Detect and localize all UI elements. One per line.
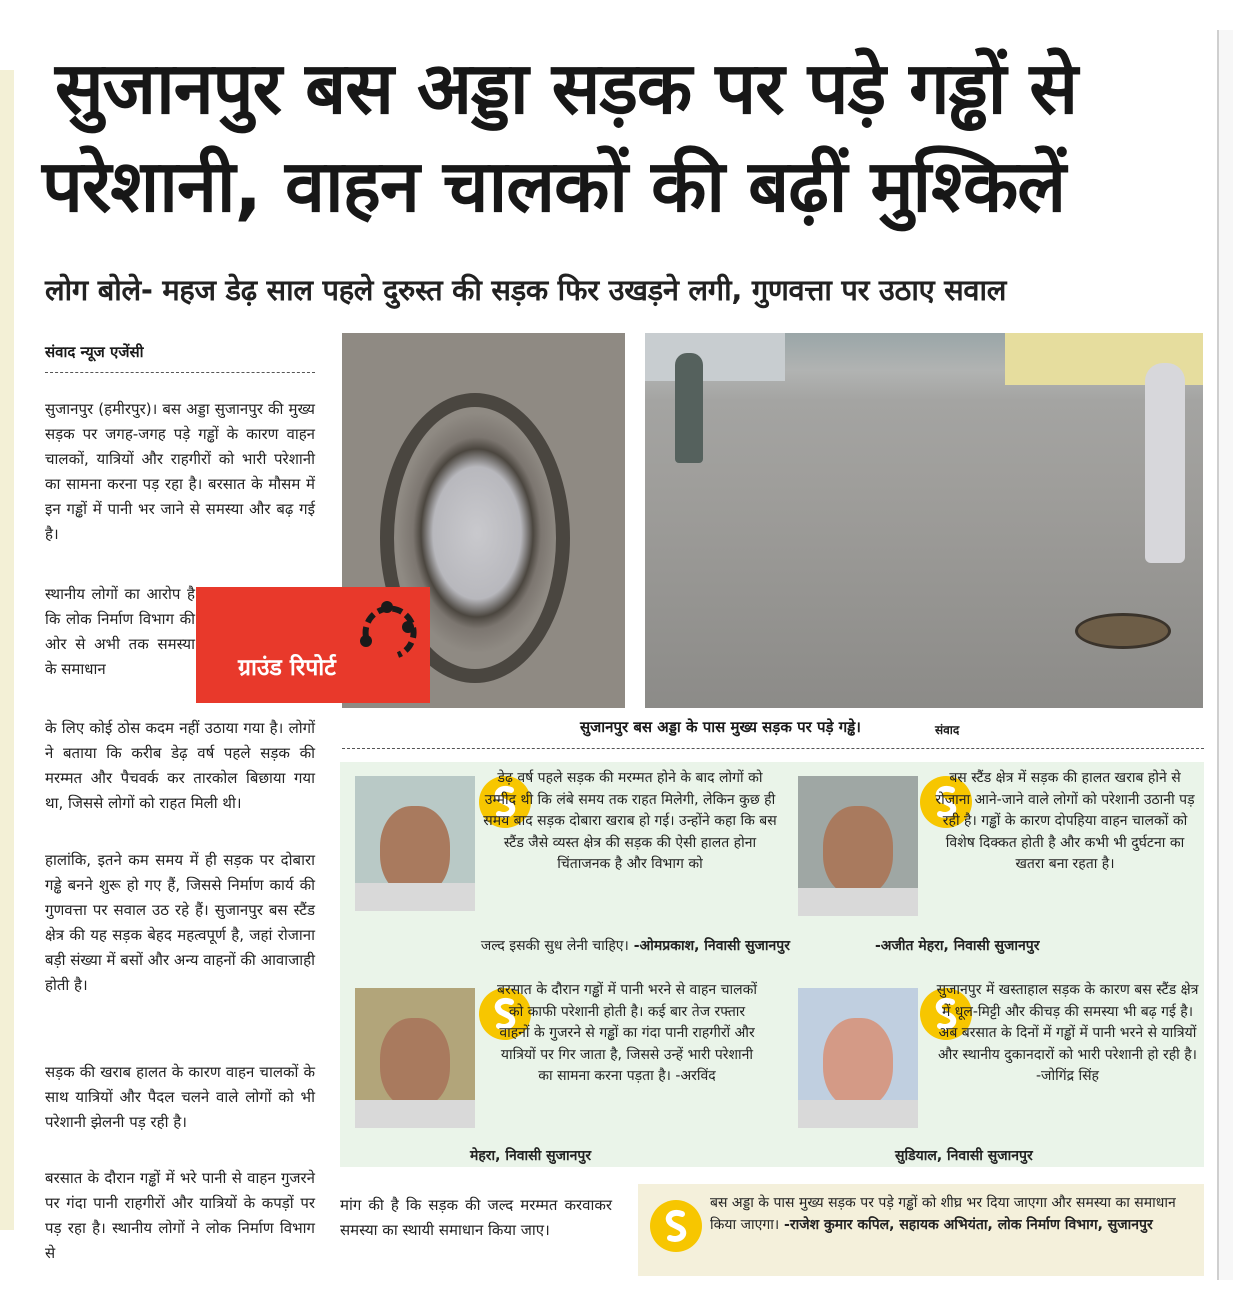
photo-caption: सुजानपुर बस अड्डा के पास मुख्य सड़क पर पड़े गड्ढे। [580,718,861,736]
caption-divider [342,748,1204,749]
byline: संवाद न्यूज एजेंसी [45,343,144,361]
headline-line-1: सुजानपुर बस अड्डा सड़क पर पड़े गड्ढों से [55,46,1078,130]
page-edge-left [0,70,14,1230]
article-continuation: मांग की है कि सड़क की जल्द मरम्मत करवाकर समस्या का स्थायी समाधान किया जाए। [340,1196,612,1239]
photo-credit: संवाद [935,723,960,737]
article-paragraph-1: सुजानपुर (हमीरपुर)। बस अड्डा सुजानपुर की मुख्य सड़क पर जगह-जगह पड़े गड्ढों के कारण वाहन चालकों, यात्रियों और राहगीरों को भारी परेशानी का सामना करना पड़ रहा है। बरसात के मौसम में इन गड्ढों में पानी भर जाने से समस्या और बढ़ गई है। [45,400,315,543]
portrait-ajeet-mehra [798,776,918,916]
quote-omprakash: डेढ़ वर्ष पहले सड़क की मरम्मत होने के बाद लोगों को उम्मीद थी कि लंबे समय तक राहत मिलेगी, लेकिन कुछ ही समय बाद सड़क दोबारा खराब हो गई। उन्होंने कहा कि बस स्टैंड जैसे व्यस्त क्षेत्र की सड़क की ऐसी हालत होना चिंताजनक है और विभाग को [483,770,777,872]
article-paragraph-5: बरसात के दौरान गड्ढों में भरे पानी से वाहन गुजरने पर गंदा पानी राहगीरों और यात्रियों के कपड़ों पर पड़ रहा है। स्थानीय लोगों ने लोक निर्माण विभाग से [45,1169,315,1262]
article-paragraph-2-end: के लिए कोई ठोस कदम नहीं उठाया गया है। लोगों ने बताया कि करीब डेढ़ वर्ष पहले सड़क की मरम्मत और पैचवर्क कर तारकोल बिछाया गया था, जिससे लोगों को राहत मिली थी। [45,719,315,812]
quote-joginder-singh: सुजानपुर में खस्ताहाल सड़क के कारण बस स्टैंड क्षेत्र में धूल-मिट्टी और कीचड़ की समस्या भी बढ़ गई है। अब बरसात के दिनों में गड्ढों में पानी भरने से यात्रियों और स्थानीय दुकानदारों को भारी परेशानी हो रही है। -जोगिंद्र सिंह [936,982,1199,1084]
s-quote-icon [650,1200,702,1252]
quote-omprakash-name: -ओमप्रकाश, निवासी सुजानपुर [628,938,790,954]
portrait-omprakash [355,776,475,911]
quote-ajeet-mehra-name: -अजीत मेहरा, निवासी सुजानपुर [875,938,1040,954]
article-paragraph-3: हालांकि, इतने कम समय में ही सड़क पर दोबारा गड्ढे बनने शुरू हो गए हैं, जिससे निर्माण कार्य की गुणवत्ता पर सवाल उठ रहे हैं। सुजानपुर बस स्टैंड क्षेत्र की यह सड़क बेहद महत्वपूर्ण है, जहां रोजाना बड़ी संख्या में बसों और अन्य वाहनों की आवाजाही होती है। [45,851,315,994]
portrait-joginder-singh [798,988,918,1128]
quote-omprakash-ending [345,936,790,958]
quote-omprakash-tail: जल्द इसकी सुध लेनी चाहिए। [480,938,629,954]
official-quote-text: बस अड्डा के पास मुख्य सड़क पर पड़े गड्ढों को शीघ्र भर दिया जाएगा और समस्या का समाधान किया जाएगा। [710,1195,1176,1233]
bus-stand-road-photo [645,333,1203,708]
ground-report-icon [354,597,420,663]
article-paragraph-4: सड़क की खराब हालत के कारण वाहन चालकों के साथ यात्रियों और पैदल चलने वाले लोगों को भी परेशानी झेलनी पड़ रही है। [45,1063,315,1131]
official-quote [710,1192,1200,1236]
byline-divider [45,372,315,373]
official-quote-name: -राजेश कुमार कपिल, सहायक अभियंता, लोक निर्माण विभाग, सुजानपुर [779,1217,1153,1233]
quote-joginder-singh-name: सुडियाल, निवासी सुजानपुर [895,1148,1033,1164]
headline-line-2: परेशानी, वाहन चालकों की बढ़ीं मुश्किलें [42,144,1066,228]
subheadline: लोग बोले- महज डेढ़ साल पहले दुरुस्त की सड़क फिर उखड़ने लगी, गुणवत्ता पर उठाए सवाल [45,273,1007,307]
ground-report-label: ग्राउंड रिपोर्ट [238,655,336,681]
quote-ajeet-mehra: बस स्टैंड क्षेत्र में सड़क की हालत खराब होने से रोजाना आने-जाने वाले लोगों को परेशानी उठानी पड़ रही है। गड्ढों के कारण दोपहिया वाहन चालकों को विशेष दिक्कत होती है और कभी भी दुर्घटना का खतरा बना रहता है। [935,770,1195,872]
quote-arvind-mehra: बरसात के दौरान गड्ढों में पानी भरने से वाहन चालकों को काफी परेशानी होती है। कई बार तेज रफ्तार वाहनों के गुजरने से गड्ढों का गंदा पानी राहगीरों और यात्रियों पर गिर जाता है, जिससे उन्हें भारी परेशानी का सामना करना पड़ता है। -अरविंद [496,982,758,1084]
article-paragraph-2-start: स्थानीय लोगों का आरोप है कि लोक निर्माण विभाग की ओर से अभी तक समस्या के समाधान [45,585,195,678]
quote-arvind-mehra-name: मेहरा, निवासी सुजानपुर [470,1148,592,1164]
page-edge-right [1217,30,1233,1280]
portrait-arvind-mehra [355,988,475,1128]
